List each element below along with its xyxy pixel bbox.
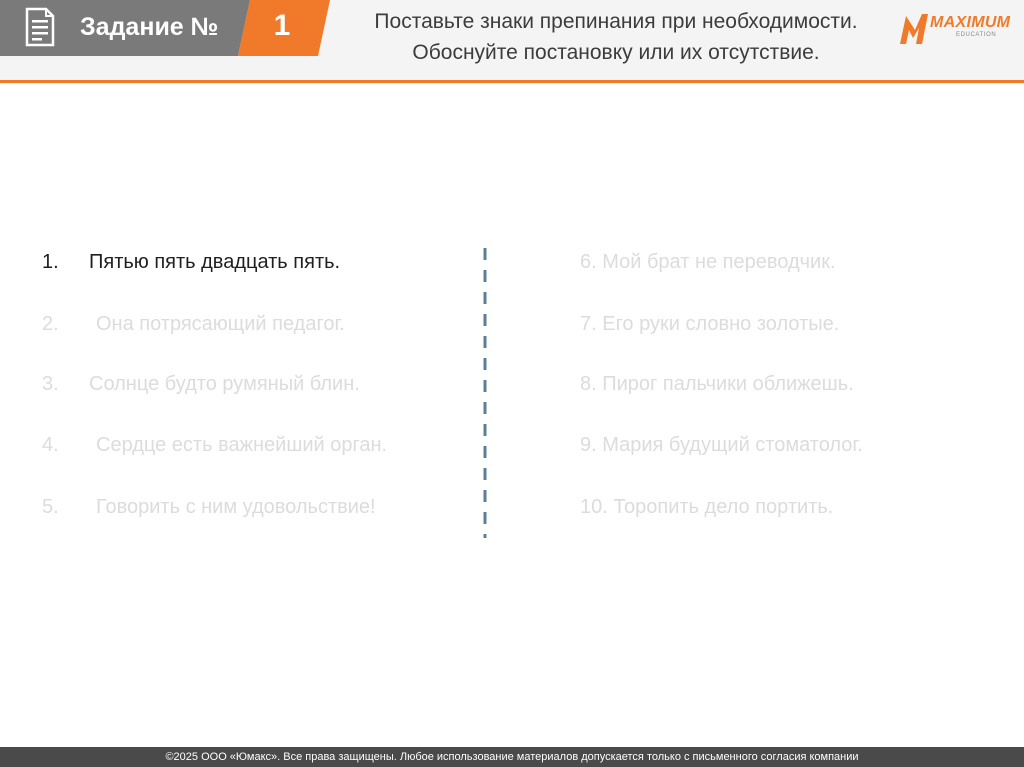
item-text: 8. Пирог пальчики оближешь. (580, 373, 854, 395)
item-text: Пятью пять двадцать пять. (89, 251, 341, 273)
item-number: 1. (42, 251, 59, 273)
header-bar (0, 0, 1024, 84)
list-item-8 (580, 371, 854, 397)
logo-mark-icon (898, 10, 932, 46)
item-text: 9. Мария будущий стоматолог. (580, 434, 863, 456)
list-item-9 (580, 432, 863, 458)
copyright-text: ©2025 ООО «Юмакс». Все права защищены. Любое использование материалов допускается только с письменного согласия компании (165, 751, 859, 763)
item-text: Солнце будто румяный блин. (89, 373, 360, 395)
item-text: 6. Мой брат не переводчик. (580, 251, 836, 273)
item-text: Сердце есть важнейший орган. (96, 434, 388, 456)
item-number: 5. (42, 496, 59, 518)
list-item-6 (580, 249, 836, 275)
title-line-2: Обоснуйте постановку или их отсутствие. (412, 41, 820, 64)
item-number: 4. (42, 434, 59, 456)
column-divider (483, 248, 487, 538)
item-number: 3. (42, 373, 59, 395)
page-title (336, 6, 896, 68)
item-text: Она потрясающий педагог. (96, 313, 345, 335)
item-number: 2. (42, 313, 59, 335)
item-text: 10. Торопить дело портить. (580, 496, 834, 518)
list-item-7 (580, 311, 839, 337)
task-tab (0, 0, 330, 56)
list-item-10 (580, 494, 833, 520)
task-number: 1 (273, 9, 291, 42)
item-text: Говорить с ним удовольствие! (96, 496, 376, 518)
footer-bar (0, 747, 1024, 767)
logo-subtext: EDUCATION (956, 32, 997, 38)
header-accent-line (0, 80, 1024, 83)
document-icon (24, 7, 56, 47)
title-line-1: Поставьте знаки препинания при необходимости. (374, 10, 858, 33)
item-text: 7. Его руки словно золотые. (580, 313, 840, 335)
logo-text: MAXIMUM (930, 14, 1011, 31)
company-logo (896, 8, 1016, 48)
task-label: Задание № (80, 13, 219, 41)
